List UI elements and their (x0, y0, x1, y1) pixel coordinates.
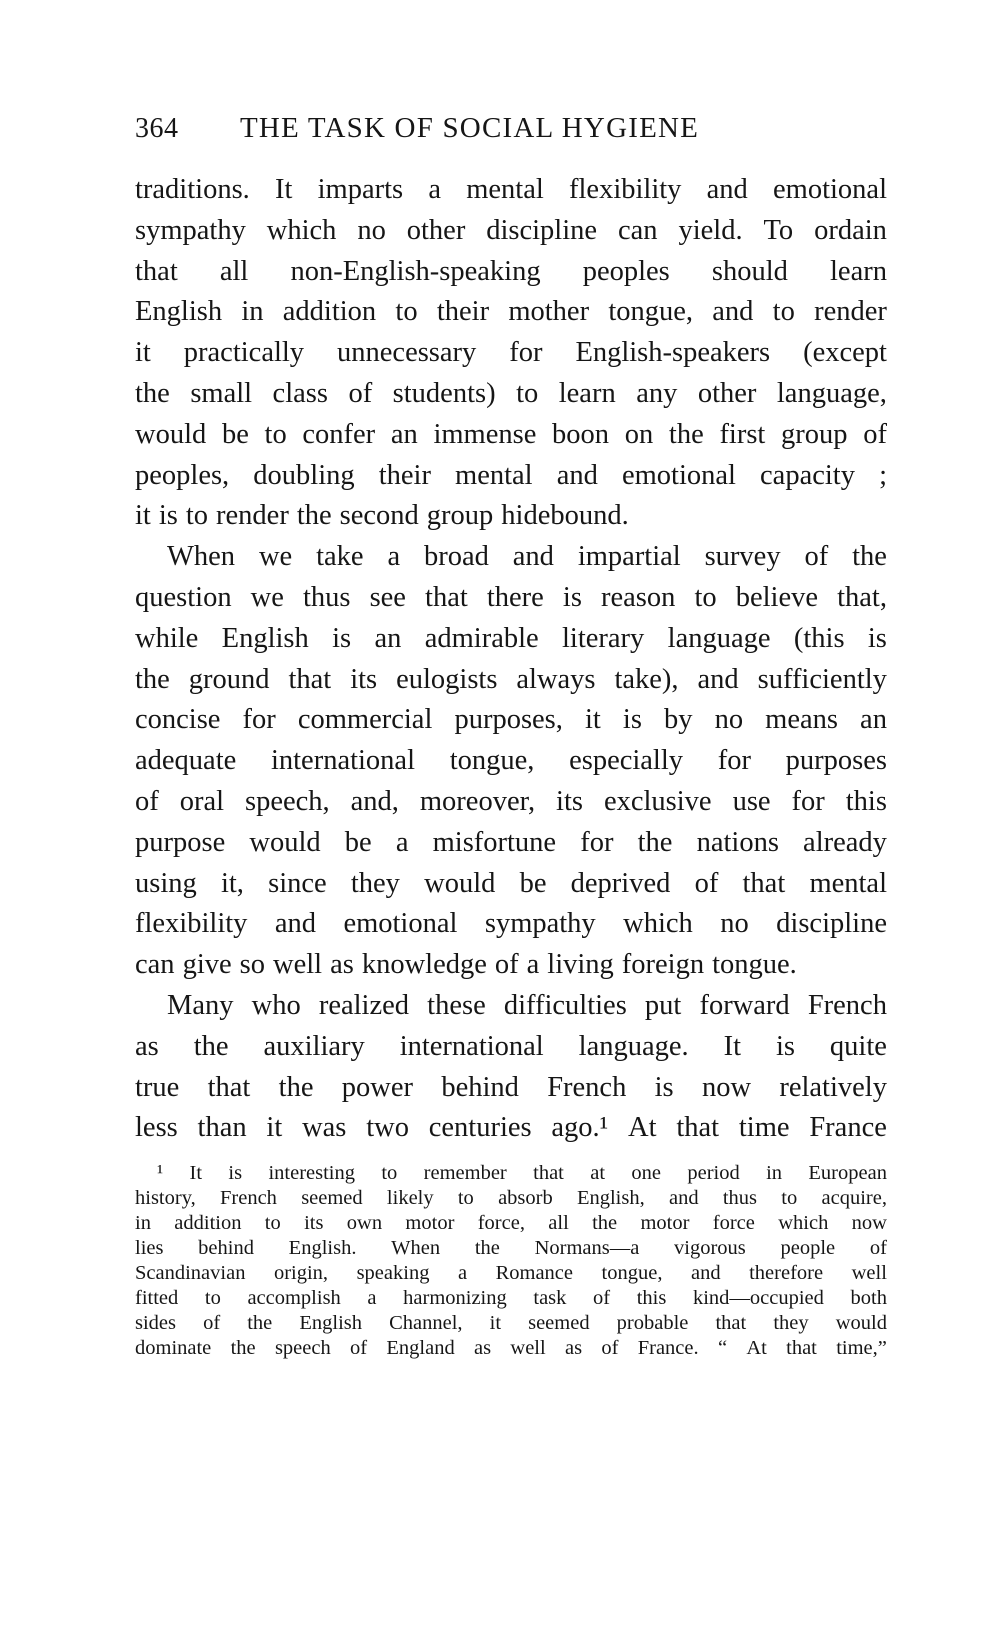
text-line: of oral speech, and, moreover, its exclusive use for this (135, 785, 887, 817)
text-line: it practically unnecessary for English-speakers (except (135, 337, 887, 369)
footnote-line: fitted to accomplish a harmonizing task of this kind—occupied both (135, 1287, 887, 1310)
text-line: flexibility and emotional sympathy which no discipline (135, 908, 887, 940)
text-line: purpose would be a misfortune for the nations already (135, 826, 887, 858)
text-line: that all non-English-speaking peoples should learn (135, 255, 887, 287)
text-line: the ground that its eulogists always take), and sufficiently (135, 663, 887, 695)
paragraph (135, 170, 887, 537)
text-line: the small class of students) to learn any other language, (135, 377, 887, 409)
text-line: Many who realized these difficulties put forward French (167, 989, 887, 1021)
footnote (135, 1161, 887, 1361)
footnote-line: history, French seemed likely to absorb English, and thus to acquire, (135, 1187, 887, 1210)
running-title: THE TASK OF SOCIAL HYGIENE (240, 112, 700, 144)
text-line: traditions. It imparts a mental flexibility and emotional (135, 174, 887, 205)
paragraph (135, 986, 887, 1149)
footnote-line: sides of the English Channel, it seemed probable that they would (135, 1312, 887, 1335)
paragraph (135, 537, 887, 986)
text-line: adequate international tongue, especially for purposes (135, 745, 887, 777)
footnote-line: lies behind English. When the Normans—a vigorous people of (135, 1237, 887, 1260)
text-line: while English is an admirable literary language (this is (135, 622, 887, 654)
footnote-line: in addition to its own motor force, all the motor force which now (135, 1212, 887, 1235)
running-head (135, 112, 887, 170)
body-text (135, 170, 887, 1149)
footnote-line: dominate the speech of England as well as of France. “ At that time,” (135, 1337, 887, 1360)
text-line: true that the power behind French is now relatively (135, 1071, 887, 1103)
page-number: 364 (135, 113, 179, 144)
text-line: as the auxiliary international language. It is quite (135, 1030, 887, 1062)
text-line: English in addition to their mother tongue, and to render (135, 296, 887, 328)
text-line: When we take a broad and impartial survey of the (167, 541, 887, 573)
footnote-line: Scandinavian origin, speaking a Romance tongue, and therefore well (135, 1262, 887, 1285)
text-line: it is to render the second group hidebound. (135, 500, 629, 532)
text-line: less than it was two centuries ago.¹ At that time France (135, 1112, 887, 1144)
text-line: using it, since they would be deprived of that mental (135, 867, 887, 899)
text-line: peoples, doubling their mental and emotional capacity ; (135, 459, 887, 491)
text-line: question we thus see that there is reason to believe that, (135, 581, 887, 613)
text-line: can give so well as knowledge of a living foreign tongue. (135, 949, 797, 981)
text-line: concise for commercial purposes, it is by no means an (135, 704, 887, 736)
footnote-line: ¹ It is interesting to remember that at one period in European (157, 1162, 887, 1185)
book-page (135, 112, 887, 1361)
text-line: sympathy which no other discipline can yield. To ordain (135, 214, 887, 246)
text-line: would be to confer an immense boon on the first group of (135, 418, 887, 450)
